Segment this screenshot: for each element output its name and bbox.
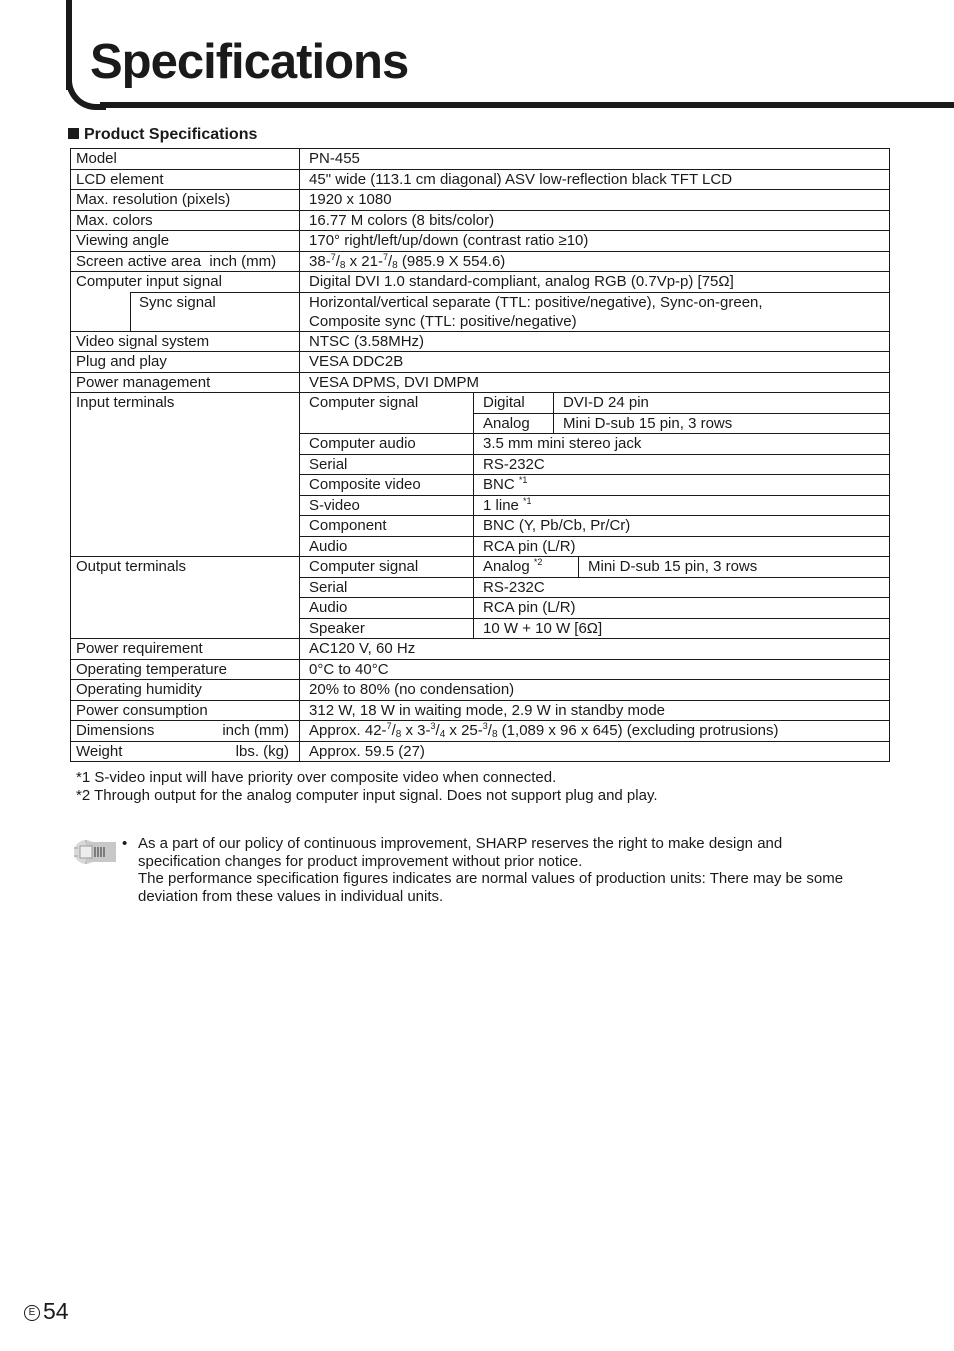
spec-type (474, 557, 579, 578)
page-title: Specifications (90, 35, 409, 89)
fraction-num: 7 (330, 251, 336, 262)
spec-sublabel: Computer signal (300, 393, 474, 434)
fraction-num: 3 (430, 721, 436, 731)
section-heading (68, 126, 257, 144)
spec-type: Digital (474, 393, 554, 414)
fraction-den: 8 (392, 259, 398, 271)
spec-label: Computer input signal (71, 272, 300, 293)
spec-sublabel: Speaker (300, 618, 474, 639)
table-row (71, 721, 890, 742)
spec-label: Plug and play (71, 352, 300, 373)
spec-label: Power requirement (71, 639, 300, 660)
note-paragraph: The performance specification figures indicates are normal values of production units: There may be some deviation from these values in individual units. (138, 870, 844, 905)
table-row (71, 169, 890, 190)
table-row (71, 700, 890, 721)
spec-sublabel: Audio (300, 536, 474, 557)
spec-sublabel: Serial (300, 454, 474, 475)
spec-value: Mini D-sub 15 pin, 3 rows (554, 413, 890, 434)
table-row (71, 639, 890, 660)
spec-label: Max. resolution (pixels) (71, 190, 300, 211)
spec-value: 20% to 80% (no condensation) (300, 680, 890, 701)
spec-value: NTSC (3.58MHz) (300, 331, 890, 352)
spec-value: RS-232C (474, 454, 890, 475)
table-row (71, 659, 890, 680)
table-row (71, 292, 890, 331)
note-icon (70, 836, 116, 868)
spec-label: Input terminals (71, 393, 300, 557)
page-number-text: 54 (43, 1298, 69, 1324)
spec-type: Analog (474, 413, 554, 434)
spec-value: Digital DVI 1.0 standard-compliant, analog RGB (0.7Vp-p) [75Ω] (300, 272, 890, 293)
spec-label: Power consumption (71, 700, 300, 721)
spec-sublabel: S-video (300, 495, 474, 516)
spec-value: 170° right/left/up/down (contrast ratio ≥10) (300, 231, 890, 252)
spec-label (71, 251, 300, 272)
spec-value: RS-232C (474, 577, 890, 598)
table-row (71, 251, 890, 272)
table-row (71, 372, 890, 393)
spec-label-text: Screen active area (76, 252, 202, 270)
table-row (71, 741, 890, 762)
spec-label: Viewing angle (71, 231, 300, 252)
fraction-part: Approx. 42- (309, 722, 387, 739)
footnote: *1 S-video input will have priority over composite video when connected. (76, 769, 557, 786)
spec-value: 0°C to 40°C (300, 659, 890, 680)
spec-table (70, 148, 890, 762)
fraction-part: (985.9 X 554.6) (397, 252, 506, 270)
spec-label: Video signal system (71, 331, 300, 352)
fraction-num: 3 (482, 721, 488, 731)
spec-value: 45" wide (113.1 cm diagonal) ASV low-reflection black TFT LCD (300, 169, 890, 190)
table-row (71, 272, 890, 293)
spec-value (300, 292, 890, 331)
spec-value: PN-455 (300, 149, 890, 170)
note-block (122, 835, 862, 905)
fraction-den: 8 (395, 729, 402, 740)
spec-value (474, 495, 890, 516)
spec-label: Output terminals (71, 557, 300, 639)
spec-value: AC120 V, 60 Hz (300, 639, 890, 660)
spec-value: VESA DPMS, DVI DMPM (300, 372, 890, 393)
spec-value-line: Horizontal/vertical separate (TTL: positive/negative), Sync-on-green, (309, 293, 763, 311)
note-bullet: • (122, 835, 128, 852)
spec-sublabel: Audio (300, 598, 474, 619)
spec-label: Model (71, 149, 300, 170)
table-row (71, 149, 890, 170)
spec-label: Max. colors (71, 210, 300, 231)
table-row (71, 352, 890, 373)
spec-value: Mini D-sub 15 pin, 3 rows (579, 557, 890, 578)
indent-cell (71, 292, 131, 331)
spec-value: 312 W, 18 W in waiting mode, 2.9 W in standby mode (300, 700, 890, 721)
spec-value-line: Composite sync (TTL: positive/negative) (309, 312, 577, 330)
spec-value: Approx. 59.5 (27) (300, 741, 890, 762)
spec-value: BNC (Y, Pb/Cb, Pr/Cr) (474, 516, 890, 537)
spec-label (71, 741, 300, 762)
square-bullet-icon (68, 128, 79, 139)
spec-sublabel: Composite video (300, 475, 474, 496)
footnote-ref: *1 (523, 495, 532, 506)
spec-label (71, 721, 300, 742)
spec-value: RCA pin (L/R) (474, 536, 890, 557)
spec-label-text: Dimensions (76, 722, 155, 739)
spec-unit: lbs. (kg) (235, 742, 290, 760)
header-frame-rule (100, 102, 954, 108)
footnote-ref: *2 (533, 557, 543, 567)
spec-value: DVI-D 24 pin (554, 393, 890, 414)
spec-sublabel: Computer audio (300, 434, 474, 455)
section-heading-text: Product Specifications (84, 126, 258, 143)
spec-label: Power management (71, 372, 300, 393)
spec-value: $38-^7/_8$ x $21-^7/_8$ (985.9 X 554.6) (300, 251, 890, 272)
fraction-part: x 25- (445, 722, 483, 739)
spec-value-text: BNC (483, 476, 515, 493)
table-row (71, 393, 890, 414)
spec-type-text: Analog (483, 558, 530, 575)
spec-unit: inch (mm) (209, 252, 277, 270)
fraction-part: 38- (309, 252, 331, 270)
spec-sublabel: Component (300, 516, 474, 537)
spec-sublabel: Serial (300, 577, 474, 598)
spec-label: Operating temperature (71, 659, 300, 680)
spec-sublabel: Computer signal (300, 557, 474, 578)
spec-value: 3.5 mm mini stereo jack (474, 434, 890, 455)
footnote: *2 Through output for the analog computer input signal. Does not support plug and play. (76, 787, 658, 804)
spec-value: RCA pin (L/R) (474, 598, 890, 619)
spec-value: VESA DDC2B (300, 352, 890, 373)
fraction-den: 8 (339, 259, 346, 271)
spec-value: Approx. $42-^7/_8$ x $3-^3/_4$ x $25-^3/_8$ (1,089 x 96 x 645) (excluding protrusions) (300, 721, 890, 742)
spec-value (474, 475, 890, 496)
spec-value-text: 1 line (483, 496, 519, 514)
table-row (71, 331, 890, 352)
fraction-num: 7 (386, 721, 392, 731)
spec-label: LCD element (71, 169, 300, 190)
table-row (71, 557, 890, 578)
fraction-num: 7 (382, 251, 388, 262)
page-number (24, 1298, 69, 1325)
footnote-ref: *1 (518, 475, 528, 485)
fraction-den: 4 (439, 729, 446, 740)
note-paragraph: As a part of our policy of continuous improvement, SHARP reserves the right to make design and specification changes for product improvement without prior notice. (138, 835, 783, 870)
fraction-part: x 3- (401, 722, 431, 739)
fraction-part: x 21- (345, 252, 383, 270)
table-row (71, 231, 890, 252)
fraction-den: 8 (491, 729, 498, 740)
table-row (71, 680, 890, 701)
table-row (71, 190, 890, 211)
spec-label-text: Weight (76, 742, 123, 760)
spec-value: 1920 x 1080 (300, 190, 890, 211)
fraction-part: (1,089 x 96 x 645) (excluding protrusions) (497, 722, 779, 739)
table-row (71, 210, 890, 231)
spec-value: 16.77 M colors (8 bits/color) (300, 210, 890, 231)
note-text (138, 835, 862, 905)
page-language-badge: E (24, 1305, 40, 1321)
spec-unit: inch (mm) (222, 722, 290, 739)
spec-value: 10 W + 10 W [6Ω] (474, 618, 890, 639)
spec-label: Sync signal (131, 292, 300, 331)
spec-label: Operating humidity (71, 680, 300, 701)
